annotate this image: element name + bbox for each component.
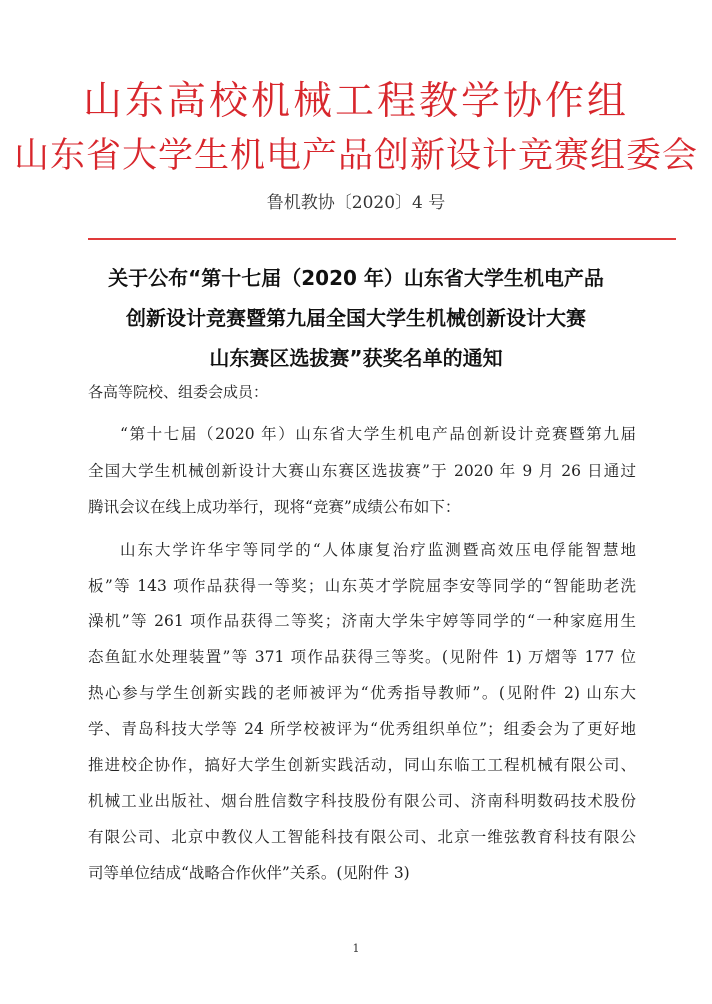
paragraph-2-line: 有限公司、北京中教仪人工智能科技有限公司、北京一维弦教育科技有限公 <box>88 828 636 846</box>
salutation: 各高等院校、组委会成员： <box>88 383 269 401</box>
paragraph-2-line: 山东大学许华宇等同学的“人体康复治疗监测暨高效压电俘能智慧地 <box>120 541 636 559</box>
paragraph-2-line: 学、青岛科技大学等 24 所学校被评为“优秀组织单位”；组委会为了更好地 <box>88 720 636 738</box>
notice-title-line-2: 创新设计竞赛暨第九届全国大学生机械创新设计大赛 <box>126 306 586 330</box>
document-number: 鲁机教协〔2020〕4 号 <box>266 193 446 213</box>
paragraph-2-line: 澡机”等 261 项作品获得二等奖；济南大学朱宇婷等同学的“一种家庭用生 <box>88 612 636 630</box>
paragraph-2-line: 热心参与学生创新实践的老师被评为“优秀指导教师”。(见附件 2) 山东大 <box>88 684 636 702</box>
header-divider <box>88 238 676 240</box>
paragraph-2-line: 机械工业出版社、烟台胜信数字科技股份有限公司、济南科明数码技术股份 <box>88 792 636 810</box>
page-number: 1 <box>352 942 360 955</box>
paragraph-1-line: 腾讯会议在线上成功举行，现将“竞赛”成绩公布如下： <box>88 498 461 516</box>
org-name-secondary: 山东省大学生机电产品创新设计竞赛组委会 <box>13 136 698 176</box>
paragraph-2-line: 司等单位结成“战略合作伙伴”关系。(见附件 3) <box>88 864 410 882</box>
notice-title-line-1: 关于公布“第十七届（2020 年）山东省大学生机电产品 <box>108 266 604 290</box>
paragraph-2-line: 态鱼缸水处理装置”等 371 项作品获得三等奖。(见附件 1) 万熠等 177 位 <box>88 648 636 666</box>
paragraph-2-line: 板”等 143 项作品获得一等奖；山东英才学院屈李安等同学的“智能助老洗 <box>88 577 636 595</box>
org-name-primary: 山东高校机械工程教学协作组 <box>82 79 629 124</box>
notice-title-line-3: 山东赛区选拔赛”获奖名单的通知 <box>209 346 503 370</box>
paragraph-2-line: 推进校企协作，搞好大学生创新实践活动，同山东临工工程机械有限公司、 <box>88 756 636 774</box>
paragraph-1-line: “第十七届（2020 年）山东省大学生机电产品创新设计竞赛暨第九届 <box>120 425 636 443</box>
paragraph-1-line: 全国大学生机械创新设计大赛山东赛区选拔赛”于 2020 年 9 月 26 日通过 <box>88 462 636 480</box>
